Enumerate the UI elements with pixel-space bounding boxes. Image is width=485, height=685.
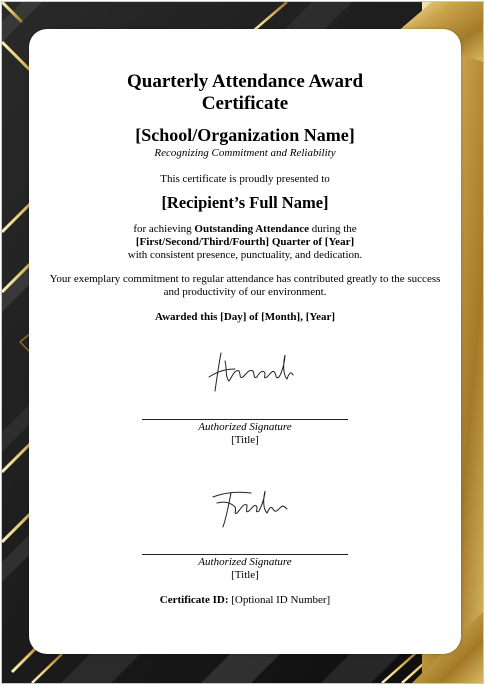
certificate-id-value: [Optional ID Number]: [228, 594, 331, 606]
certificate-title: [69, 71, 421, 115]
certificate-card: [29, 29, 461, 654]
awarded-date: Awarded this [Day] of [Month], [Year]: [154, 311, 336, 323]
signature-1-image: [201, 347, 296, 395]
certificate-title-line2: Certificate: [201, 93, 289, 114]
certificate-frame: [1, 1, 484, 684]
qualities-text: with consistent presence, punctuality, and dedication.: [127, 249, 363, 261]
certificate-id: [39, 594, 451, 607]
achievement-bold: Outstanding Attendance: [194, 223, 310, 235]
organization-name: [School/Organization Name]: [135, 125, 355, 145]
commitment-text: Your exemplary commitment to regular attendance has contributed greatly to the success and productivity of our environment.: [49, 273, 441, 298]
signature-2-title: [Title]: [231, 569, 259, 581]
certificate-title-line1: Quarterly Attendance Award: [126, 71, 364, 92]
signature-1-title: [Title]: [231, 434, 259, 446]
signature-2-line: [142, 554, 348, 555]
tagline: Recognizing Commitment and Reliability: [154, 147, 336, 159]
achievement-line1: [39, 223, 451, 236]
signature-2-image: [207, 481, 292, 531]
achievement-text: [39, 223, 451, 262]
signature-1-line: [142, 419, 348, 420]
presented-to-text: This certificate is proudly presented to: [160, 173, 330, 185]
achievement-prefix: for achieving: [133, 223, 195, 235]
signature-2-label: Authorized Signature: [198, 556, 292, 568]
recipient-name: [Recipient’s Full Name]: [161, 193, 329, 212]
signature-1-label: Authorized Signature: [198, 421, 292, 433]
achievement-suffix: during the: [309, 223, 357, 235]
certificate-id-label: Certificate ID:: [159, 594, 229, 606]
quarter-text: [First/Second/Third/Fourth] Quarter of [Year]: [135, 236, 355, 248]
